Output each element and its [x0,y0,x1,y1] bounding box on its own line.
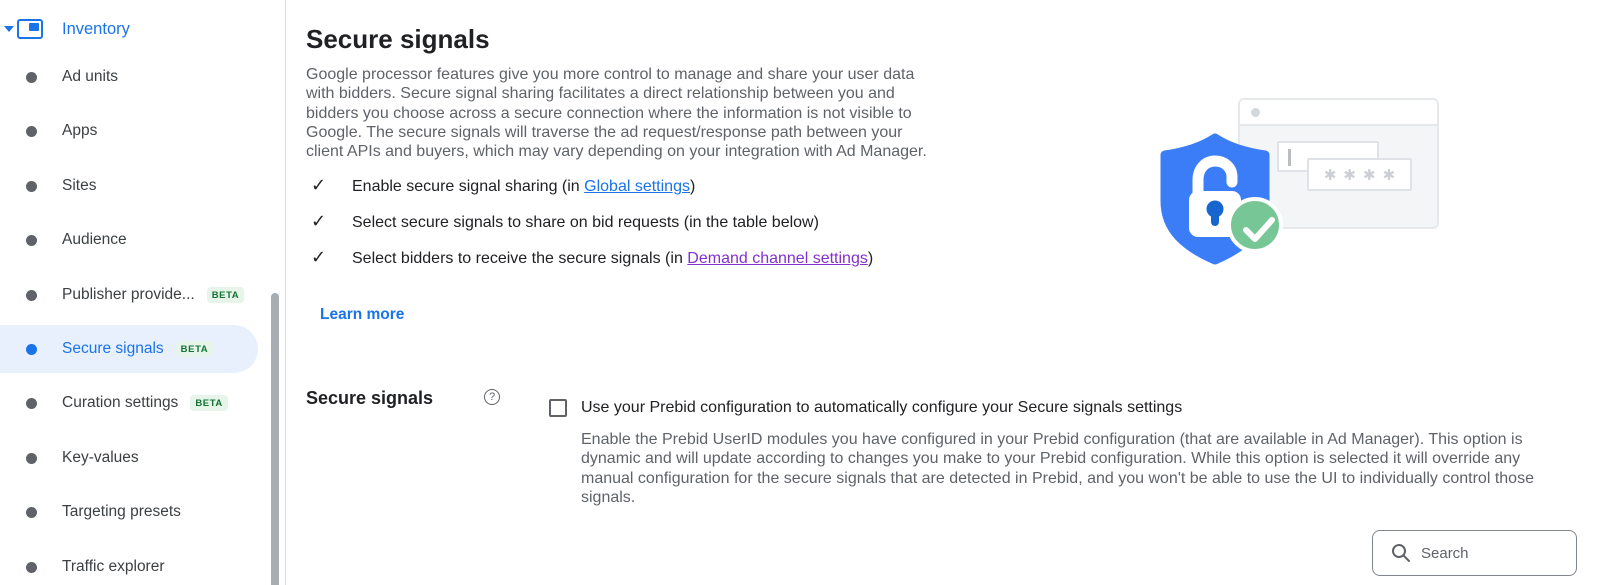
sidebar-section-label[interactable]: Inventory [62,20,130,38]
password-asterisks: ✱✱✱✱ [1323,165,1403,184]
setup-checklist [306,175,873,283]
sidebar [0,0,286,585]
intro-line: client APIs and buyers, which may vary depending on your integration with Ad Manager. [306,143,927,161]
check-circle-icon [1227,197,1283,253]
sidebar-item-label: Sites [62,177,97,194]
page-title: Secure signals [306,24,490,54]
learn-more-link[interactable]: Learn more [320,306,405,323]
sidebar-item-label: Curation settings [62,394,179,411]
sidebar-item-label: Apps [62,122,98,139]
checklist-text: Select secure signals to share on bid requests (in the table below) [352,214,819,231]
sidebar-item-label: Audience [62,231,127,248]
sidebar-item-publisher-provide[interactable] [0,271,258,319]
sidebar-item-key-values[interactable] [0,434,258,482]
intro-line: Google processor features give you more control to manage and share your user data [306,66,915,83]
sidebar-item-audience[interactable] [0,216,258,264]
checklist-text: Enable secure signal sharing (in Global settings) [352,178,696,195]
search-input[interactable] [1421,545,1561,562]
prebid-config-checkbox-label[interactable]: Use your Prebid configuration to automatically configure your Secure signals settings [581,399,1183,416]
window-dot-icon [1251,108,1260,117]
sidebar-item-label: Targeting presets [62,503,181,520]
checklist-text: Select bidders to receive the secure signals (in Demand channel settings) [352,250,874,267]
checkmark-icon: ✓ [311,211,327,232]
intro-paragraph [306,65,927,161]
sidebar-item-apps[interactable] [0,107,258,155]
description-line: Enable the Prebid UserID modules you have configured in your Prebid configuration (that are available in Ad Manager). This option is [581,431,1523,448]
prebid-config-checkbox[interactable] [549,399,567,417]
checkmark-icon: ✓ [311,247,327,268]
sidebar-item-label: Traffic explorer [62,558,165,575]
sidebar-item-label: Secure signals [62,340,164,357]
description-line: signals. [581,488,636,506]
bullet-icon [26,290,37,301]
sidebar-section-inventory[interactable] [0,8,285,38]
checkmark-icon: ✓ [311,175,327,196]
checklist-item [306,175,873,197]
sidebar-item-traffic-explorer[interactable] [0,543,258,585]
global-settings-link[interactable]: Global settings [584,178,690,195]
bullet-icon [26,72,37,83]
sidebar-item-secure-signals[interactable] [0,325,258,373]
section-title: Secure signals [306,388,434,408]
sidebar-item-label: Key-values [62,449,139,466]
sidebar-item-ad-units[interactable] [0,53,258,101]
secure-signals-illustration [1130,85,1460,275]
password-field-graphic [1307,158,1412,191]
beta-badge: BETA [190,395,228,411]
search-icon [1391,543,1411,563]
sidebar-item-curation-settings[interactable] [0,379,258,427]
description-line: manual configuration for the secure signals that are detected in Prebid, and you won't be able to use the UI to individually control those [581,469,1534,487]
bullet-icon [26,562,37,573]
intro-line: with bidders. Secure signal sharing facilitates a direct relationship between you and [306,85,895,103]
beta-badge: BETA [207,287,245,303]
chevron-down-icon[interactable] [4,26,14,32]
help-icon[interactable]: ? [484,389,500,405]
sidebar-item-label: Publisher provide... [62,286,195,303]
inventory-icon [17,19,43,39]
sidebar-item-targeting-presets[interactable] [0,488,258,536]
sidebar-item-label: Ad units [62,68,119,85]
bullet-icon [26,181,37,192]
bullet-icon [26,507,37,518]
beta-badge: BETA [176,341,214,357]
demand-channel-settings-link[interactable]: Demand channel settings [687,250,868,267]
prebid-config-description [581,430,1534,507]
sidebar-item-sites[interactable] [0,162,258,210]
sidebar-scrollbar-thumb[interactable] [271,293,279,585]
checklist-item [306,211,873,233]
intro-line: Google. The secure signals will traverse the ad request/response path between your [306,123,903,141]
bullet-icon [26,398,37,409]
checklist-item [306,247,873,269]
bullet-icon [26,235,37,246]
intro-line: bidders you choose across a secure connection where the information is not visible to [306,104,912,122]
bullet-icon [26,344,37,355]
description-line: dynamic and will update according to changes you make to your Prebid configuration. While this option is selected it will override any [581,450,1521,468]
bullet-icon [26,453,37,464]
bullet-icon [26,126,37,137]
search-box [1372,530,1577,576]
